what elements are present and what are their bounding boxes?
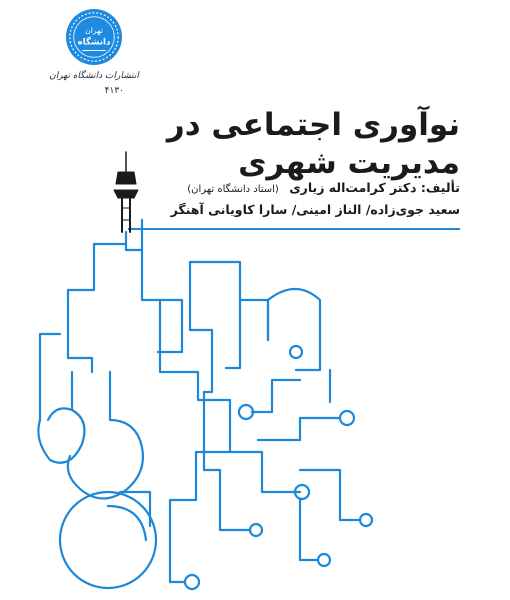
seal-text-main: دانشگاه bbox=[77, 37, 111, 48]
author-label: تألیف: دکتر کرامت‌اله زیاری bbox=[289, 180, 460, 195]
title-line-2: مدیریت شهری bbox=[238, 145, 460, 181]
tower-icon bbox=[114, 152, 138, 232]
title-line-1: نوآوری اجتماعی در bbox=[166, 107, 460, 143]
author-affiliation: (استاد دانشگاه تهران) bbox=[187, 184, 279, 195]
seal-text-top: تهران bbox=[85, 26, 103, 36]
publisher-name: انتشارات دانشگاه تهران bbox=[49, 71, 139, 81]
series-number: ۴۱۳۰ bbox=[104, 86, 124, 96]
coauthors-line: سعید جوی‌زاده/ الناز امینی/ سارا کاویانی آهنگر bbox=[170, 202, 460, 217]
